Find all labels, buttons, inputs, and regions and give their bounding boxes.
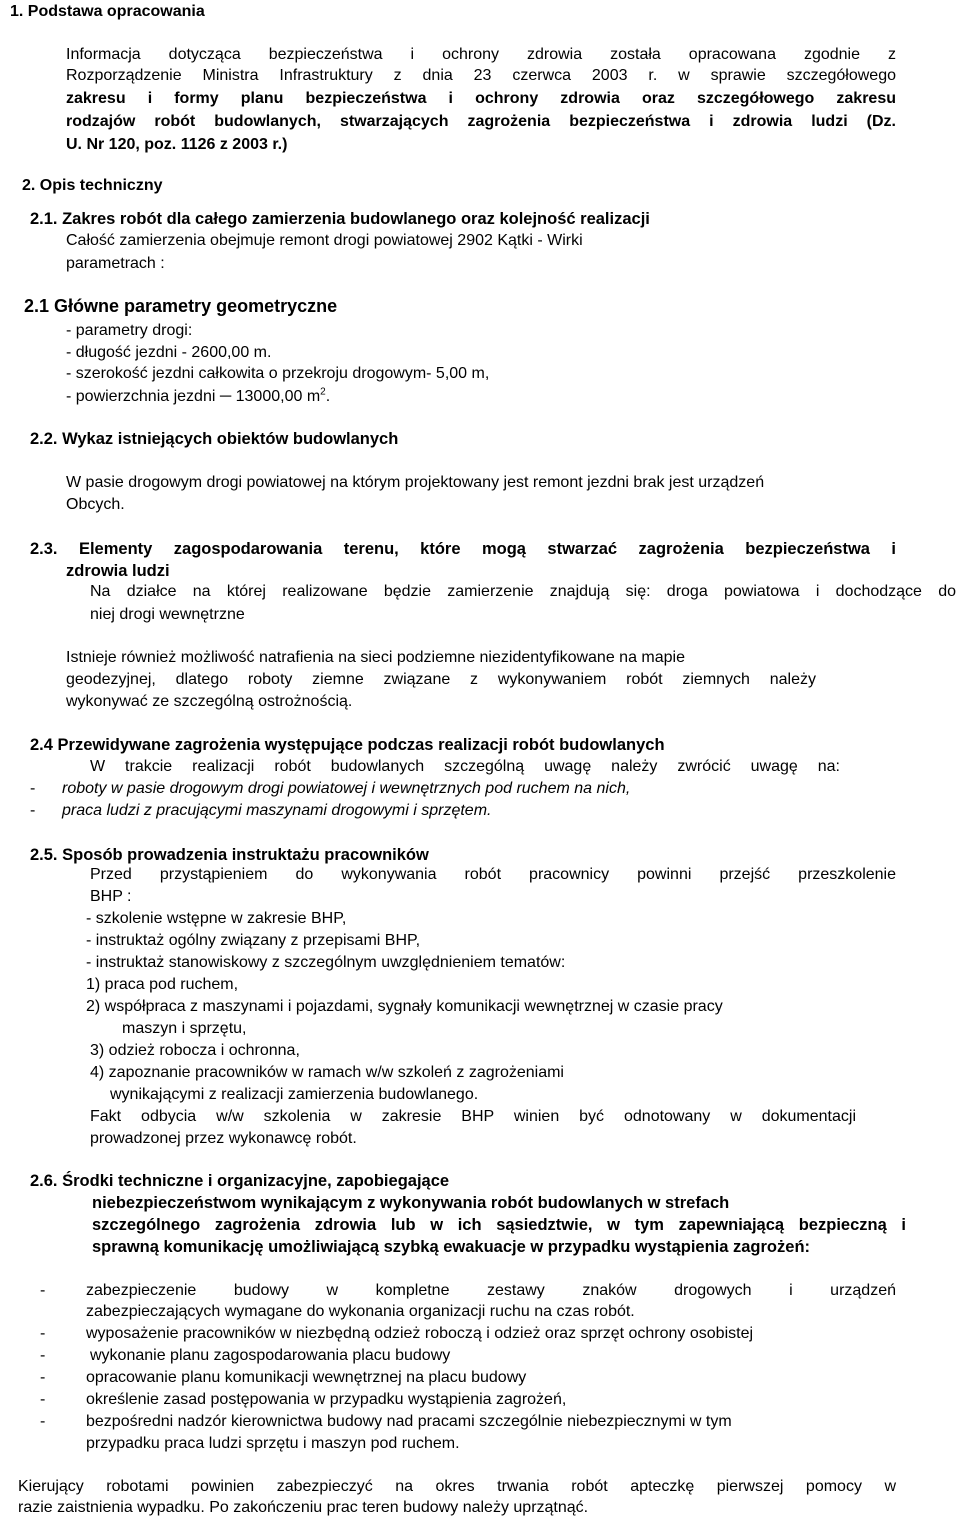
training-line: BHP :: [90, 888, 132, 905]
superscript: 2: [320, 386, 326, 398]
section-1-line: Informacja dotycząca bezpieczeństwa i ochrony zdrowia została opracowana zgodnie z: [66, 46, 896, 63]
closing-line: Kierujący robotami powinien zabezpieczyć na okres trwania robót apteczkę pierwszej pomocy w: [18, 1478, 896, 1495]
section-2-4-heading: 2.4 Przewidywane zagrożenia występujące podczas realizacji robót budowlanych: [30, 736, 665, 754]
list-dash: -: [40, 1347, 46, 1364]
section-2-2-line: Obcych.: [66, 496, 125, 513]
section-2-1b-heading: 2.1 Główne parametry geometryczne: [24, 296, 338, 316]
measure-item: zabezpieczających wymagane do wykonania organizacji ruchu na czas robót.: [86, 1303, 635, 1320]
training-line: - szkolenie wstępne w zakresie BHP,: [86, 910, 347, 927]
section-2-1-heading: 2.1. Zakres robót dla całego zamierzenia budowlanego oraz kolejność realizacji: [30, 210, 650, 228]
section-1-line: Rozporządzenie Ministra Infrastruktury z dnia 23 czerwca 2003 r. w sprawie szczegółowego: [66, 67, 896, 84]
training-line: 1) praca pod ruchem,: [86, 976, 239, 993]
measure-item: wyposażenie pracowników w niezbędną odzież roboczą i odzież oraz sprzęt ochrony osobistej: [86, 1325, 754, 1342]
section-1-line: zakresu i formy planu bezpieczeństwa i ochrony zdrowia oraz szczegółowego zakresu: [66, 90, 896, 107]
training-line: 4) zapoznanie pracowników w ramach w/w szkoleń z zagrożeniami: [90, 1064, 564, 1081]
training-line: Przed przystąpieniem do wykonywania robót pracownicy powinni przejść przeszkolenie: [90, 866, 896, 883]
list-dash: -: [40, 1369, 46, 1386]
measure-item: określenie zasad postępowania w przypadku wystąpienia zagrożeń,: [86, 1391, 567, 1408]
training-line: 2) współpraca z maszynami i pojazdami, sygnały komunikacji wewnętrznej w czasie pracy: [86, 998, 723, 1015]
list-dash: -: [30, 802, 36, 819]
measure-item: bezpośredni nadzór kierownictwa budowy nad pracami szczególnie niebezpiecznymi w tym: [86, 1413, 732, 1430]
parameter-item: - powierzchnia jezdni ─ 13000,00 m: [66, 388, 321, 405]
section-2-3-heading: zdrowia ludzi: [66, 562, 170, 580]
parameter-end: .: [325, 388, 331, 405]
hazard-item: praca ludzi z pracującymi maszynami drogowymi i sprzętem.: [62, 802, 492, 819]
section-2-6-heading: 2.6. Środki techniczne i organizacyjne, zapobiegające: [30, 1172, 450, 1190]
section-2-3-para: Istnieje również możliwość natrafienia na sieci podziemne niezidentyfikowane na mapie: [66, 649, 685, 666]
hazard-item: roboty w pasie drogowym drogi powiatowej i wewnętrznych pod ruchem na nich,: [62, 780, 631, 797]
parameter-item-area: [66, 387, 330, 407]
parameter-item: - parametry drogi:: [66, 322, 193, 339]
parameter-item: - długość jezdni - 2600,00 m.: [66, 344, 272, 361]
list-dash: -: [40, 1282, 46, 1299]
section-2-3-line: niej drogi wewnętrzne: [90, 606, 245, 623]
section-2-heading: 2. Opis techniczny: [22, 177, 163, 194]
measure-item: przypadku praca ludzi sprzętu i maszyn pod ruchem.: [86, 1435, 460, 1452]
measure-item: opracowanie planu komunikacji wewnętrznej na placu budowy: [86, 1369, 527, 1386]
list-dash: -: [30, 780, 36, 797]
section-2-1-line: parametrach :: [66, 255, 165, 272]
list-dash: -: [40, 1325, 46, 1342]
section-2-2-line: W pasie drogowym drogi powiatowej na którym projektowany jest remont jezdni brak jest urządzeń: [66, 474, 765, 491]
section-2-6-heading: szczególnego zagrożenia zdrowia lub w ich sąsiedztwie, w tym zapewniającą bezpieczną i: [92, 1216, 906, 1234]
closing-line: razie zaistnienia wypadku. Po zakończeniu prac teren budowy należy uprzątnąć.: [18, 1499, 589, 1516]
section-1-line: rodzajów robót budowlanych, stwarzających zagrożenia bezpieczeństwa i zdrowia ludzi (Dz.: [66, 113, 896, 130]
section-1-line: U. Nr 120, poz. 1126 z 2003 r.): [66, 136, 288, 153]
measure-item: zabezpieczenie budowy w kompletne zestawy znaków drogowych i urządzeń: [86, 1282, 896, 1299]
section-2-3-para: wykonywać ze szczególną ostrożnością.: [66, 693, 353, 710]
section-2-4-intro: W trakcie realizacji robót budowlanych szczególną uwagę należy zwrócić uwagę na:: [90, 758, 840, 775]
training-line: prowadzonej przez wykonawcę robót.: [90, 1130, 357, 1147]
measure-item: wykonanie planu zagospodarowania placu budowy: [90, 1347, 451, 1364]
training-line: maszyn i sprzętu,: [122, 1020, 247, 1037]
training-line: wynikającymi z realizacji zamierzenia budowlanego.: [110, 1086, 479, 1103]
parameter-item: - szerokość jezdni całkowita o przekroju drogowym- 5,00 m,: [66, 365, 490, 382]
list-dash: -: [40, 1413, 46, 1430]
training-line: 3) odzież robocza i ochronna,: [90, 1042, 300, 1059]
training-line: - instruktaż ogólny związany z przepisami BHP,: [86, 932, 421, 949]
section-2-3-heading: 2.3. Elementy zagospodarowania terenu, które mogą stwarzać zagrożenia bezpieczeństwa i: [30, 540, 896, 558]
section-2-5-heading: 2.5. Sposób prowadzenia instruktażu pracowników: [30, 846, 429, 864]
section-2-6-heading: niebezpieczeństwom wynikającym z wykonywania robót budowlanych w strefach: [92, 1194, 730, 1212]
section-2-3-para: geodezyjnej, dlatego roboty ziemne związane z wykonywaniem robót ziemnych należy: [66, 671, 816, 688]
section-1-heading: 1. Podstawa opracowania: [10, 3, 205, 20]
training-line: Fakt odbycia w/w szkolenia w zakresie BHP winien być odnotowany w dokumentacji: [90, 1108, 856, 1125]
section-2-2-heading: 2.2. Wykaz istniejących obiektów budowlanych: [30, 430, 399, 448]
section-2-3-line: Na działce na której realizowane będzie zamierzenie znajdują się: droga powiatowa i dochodzące do: [90, 583, 956, 600]
section-2-1-line: Całość zamierzenia obejmuje remont drogi powiatowej 2902 Kątki - Wirki: [66, 232, 583, 249]
section-2-6-heading: sprawną komunikację umożliwiającą szybką ewakuacje w przypadku wystąpienia zagrożeń:: [92, 1238, 811, 1256]
list-dash: -: [40, 1391, 46, 1408]
training-line: - instruktaż stanowiskowy z szczególnym uwzględnieniem tematów:: [86, 954, 566, 971]
